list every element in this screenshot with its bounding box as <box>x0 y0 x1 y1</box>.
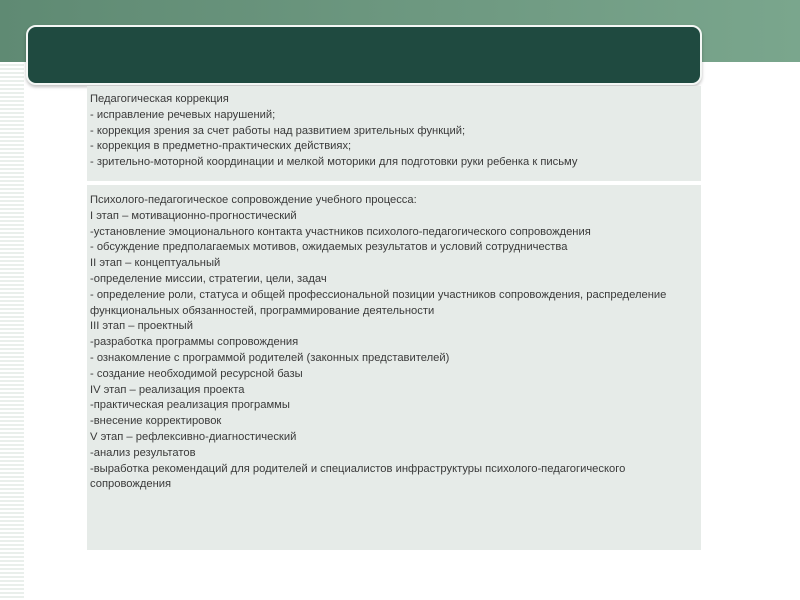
stage-4-title: IV этап – реализация проекта <box>90 383 245 396</box>
block2-line: -определение миссии, стратегии, цели, задач <box>90 272 327 285</box>
block1-line: - зрительно-моторной координации и мелкой моторики для подготовки руки ребенка к письму <box>90 156 578 169</box>
block2-line: -разработка программы сопровождения <box>90 336 299 349</box>
block1-line: - исправление речевых нарушений; <box>90 108 276 121</box>
block2-line: -практическая реализация программы <box>90 399 290 412</box>
block2-line: -установление эмоционального контакта участников психолого-педагогического сопровождения <box>90 225 591 238</box>
block1-line: - коррекция зрения за счет работы над развитием зрительных функций; <box>90 124 466 137</box>
psychological-support-cell <box>87 185 701 550</box>
block2-heading: Психолого-педагогическое сопровождение учебного процесса: <box>90 194 417 206</box>
block2-line: -внесение корректировок <box>90 415 222 428</box>
block1-heading: Педагогическая коррекция <box>90 93 229 105</box>
pedagogical-correction-cell <box>87 86 701 185</box>
table-row <box>87 185 701 550</box>
table-row <box>87 86 701 185</box>
block2-line: - создание необходимой ресурсной базы <box>90 367 303 380</box>
slide-title-bar <box>26 25 702 85</box>
block2-line: -выработка рекомендаций для родителей и специалистов инфраструктуры психолого-педагогического сопровождения <box>90 462 626 491</box>
stage-2-title: II этап – концептуальный <box>90 257 221 270</box>
block1-line: - коррекция в предметно-практических действиях; <box>90 140 352 153</box>
block2-line: - ознакомление с программой родителей (законных представителей) <box>90 351 450 364</box>
stage-5-title: V этап – рефлексивно-диагностический <box>90 430 297 443</box>
block2-line: - определение роли, статуса и общей профессиональной позиции участников сопровождения, распределение функциональных обязанностей, программирование деятельности <box>90 288 667 317</box>
block2-line: -анализ результатов <box>90 446 196 459</box>
stage-3-title: III этап – проектный <box>90 320 193 333</box>
content-table <box>87 86 701 550</box>
block2-line: - обсуждение предполагаемых мотивов, ожидаемых результатов и условий сотрудничества <box>90 241 568 254</box>
stage-1-title: I этап – мотивационно-прогностический <box>90 209 297 222</box>
left-striped-margin <box>0 62 24 600</box>
